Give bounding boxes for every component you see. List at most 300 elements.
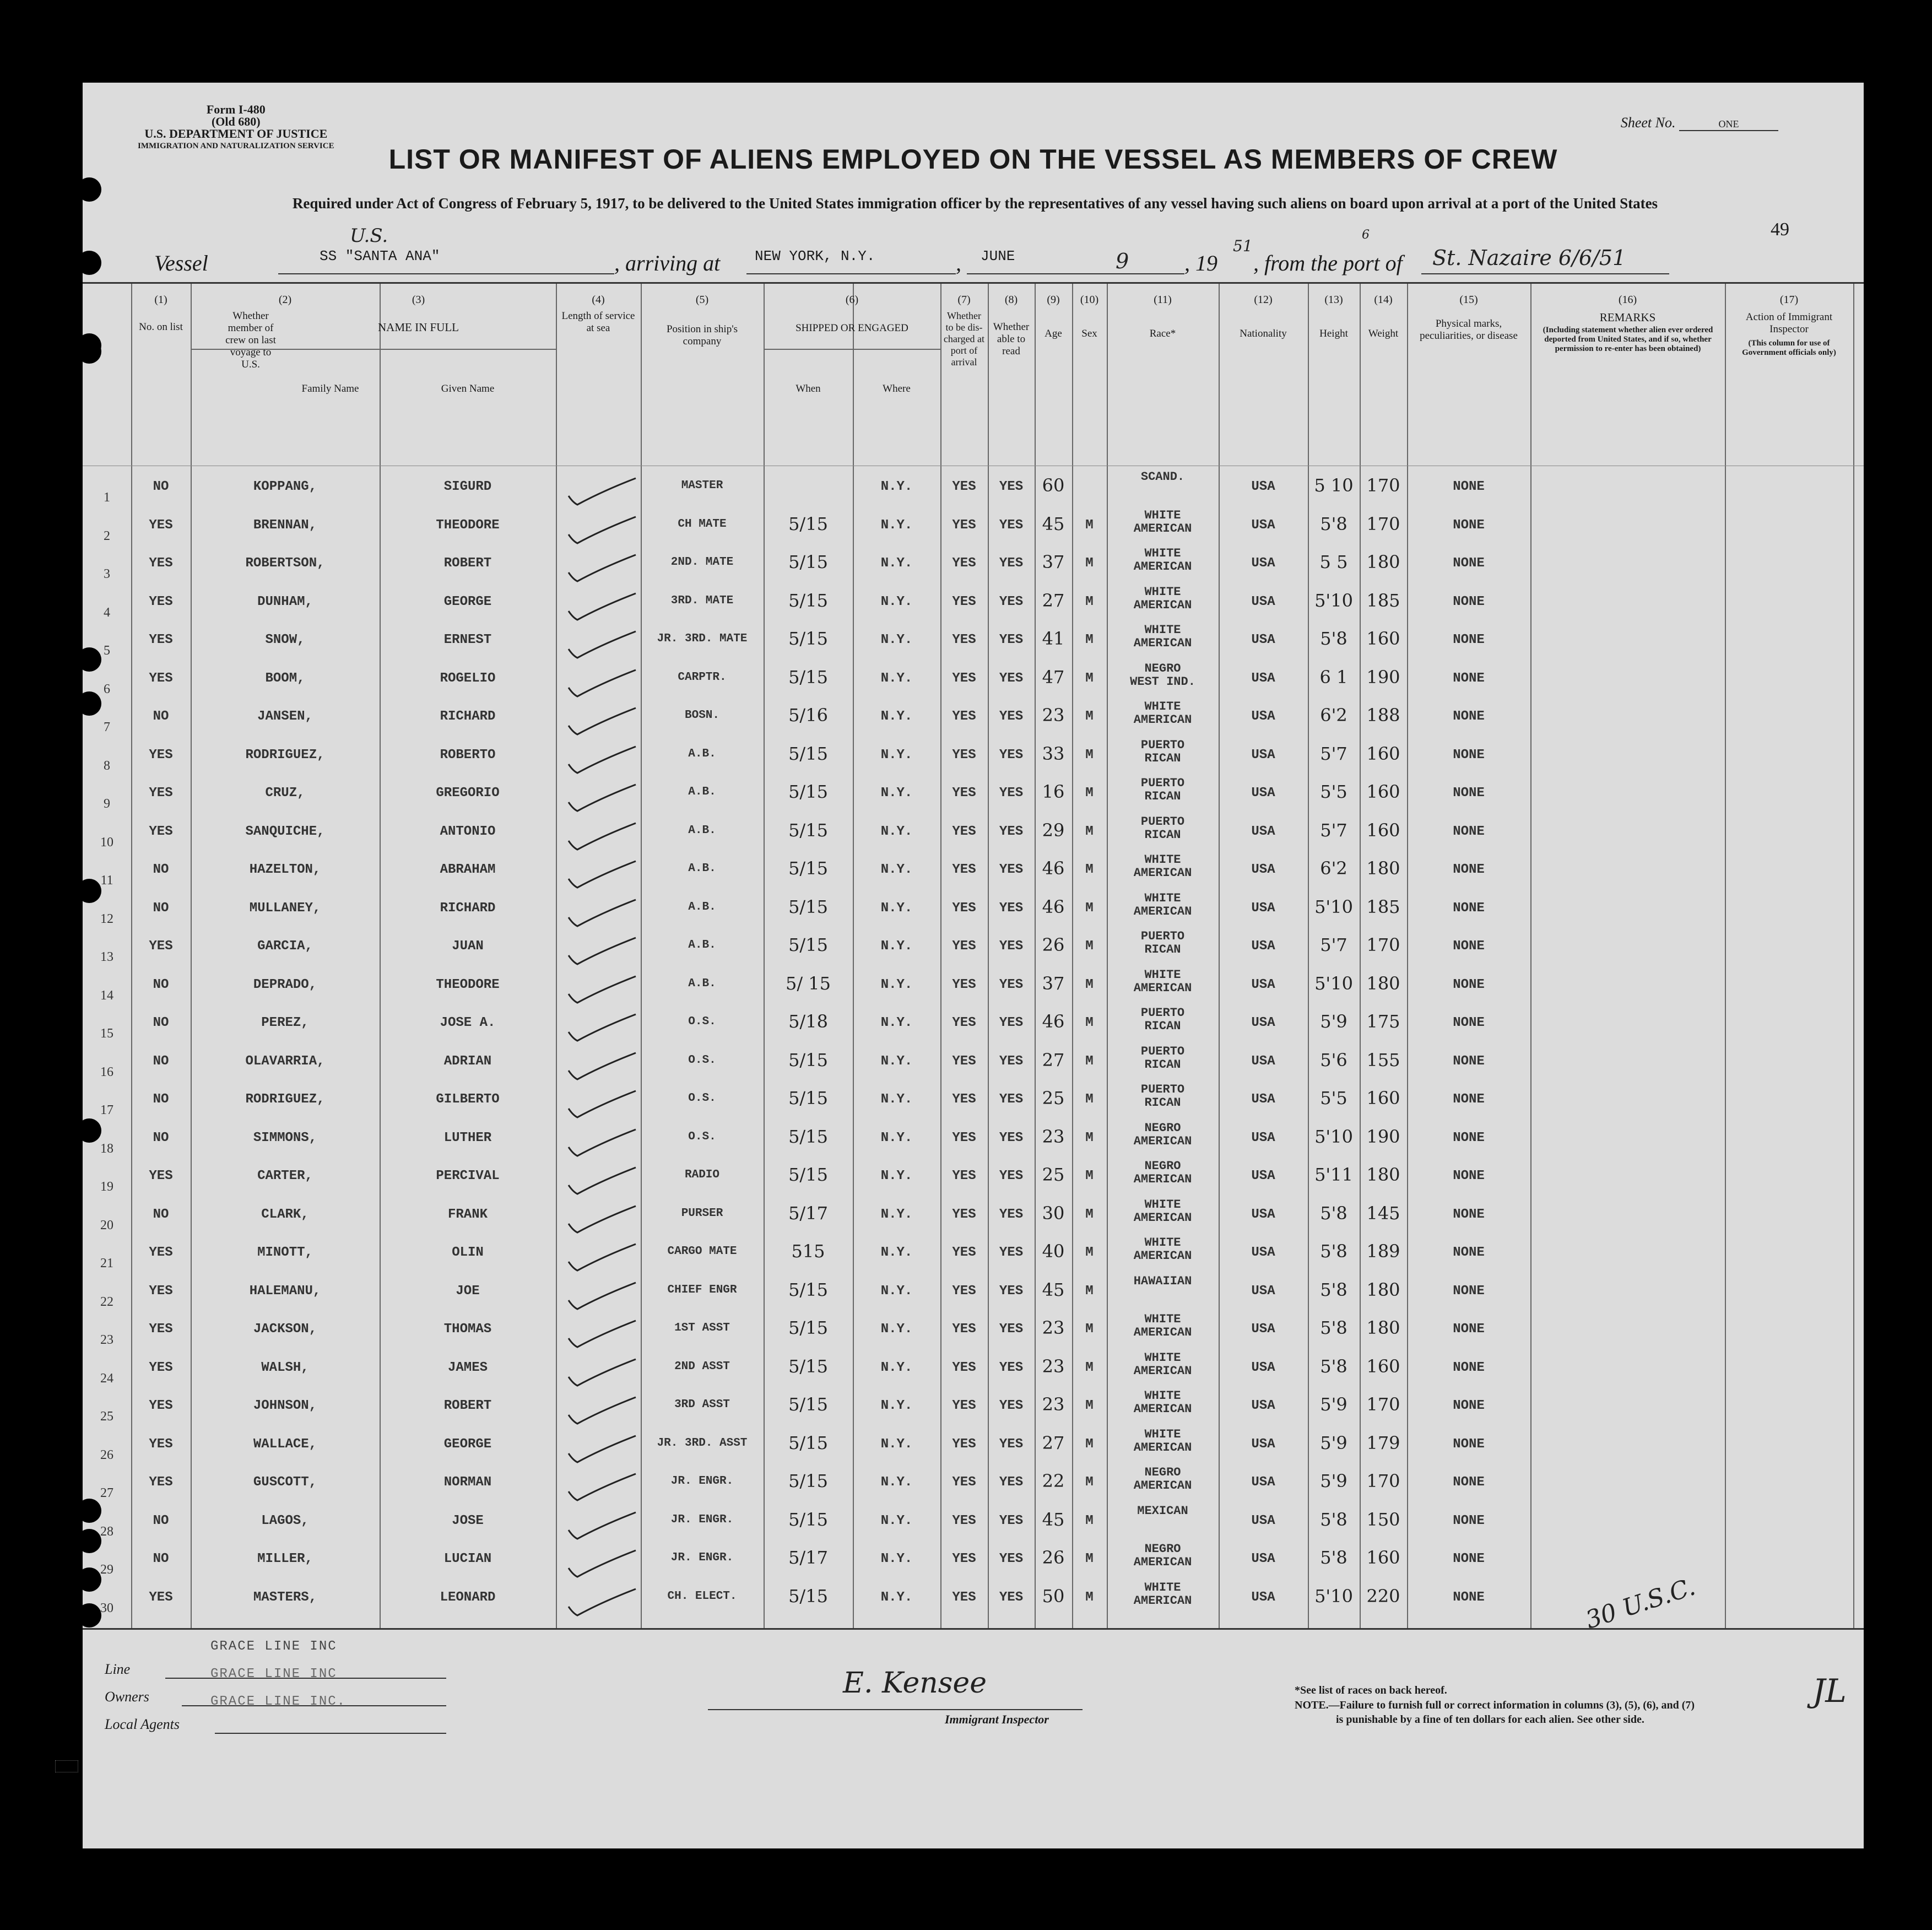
- cell-race-line-2: WEST IND.: [1130, 674, 1195, 689]
- cell-previous-voyage: YES: [149, 632, 173, 647]
- cell-family-name: MINOTT,: [257, 1245, 313, 1260]
- year-prefix: , 19: [1184, 251, 1217, 275]
- cell-race-line-1: WHITE: [1144, 1312, 1181, 1326]
- check-mark-icon: [563, 934, 646, 967]
- cell-physical-marks: NONE: [1453, 977, 1485, 992]
- cell-family-name: JACKSON,: [253, 1322, 317, 1337]
- cell-sex: M: [1085, 1590, 1094, 1605]
- cell-previous-voyage: NO: [153, 900, 169, 916]
- col-9-number: (9): [1047, 294, 1060, 306]
- check-mark-icon: [563, 1509, 646, 1542]
- cell-nationality: USA: [1251, 517, 1275, 533]
- cell-previous-voyage: NO: [153, 479, 169, 494]
- cell-family-name: JANSEN,: [257, 709, 313, 724]
- col-6-header: SHIPPED OR ENGAGED: [795, 322, 908, 334]
- agents-label: Local Agents: [105, 1716, 180, 1732]
- cell-height: 5'7: [1320, 743, 1347, 764]
- check-mark-icon: [563, 513, 646, 547]
- cell-age: 23: [1042, 1126, 1065, 1147]
- cell-row-number: 19: [100, 1180, 113, 1194]
- cell-shipped-where: N.Y.: [880, 1053, 913, 1069]
- check-mark-icon: [563, 628, 646, 661]
- cell-race-line-1: PUERTO: [1140, 1006, 1185, 1020]
- cell-nationality: USA: [1251, 1398, 1275, 1413]
- cell-race-line-1: PUERTO: [1140, 738, 1185, 752]
- col-7-number: (7): [957, 294, 971, 306]
- cell-race-line-1: PUERTO: [1140, 929, 1185, 943]
- cell-physical-marks: NONE: [1453, 671, 1485, 686]
- cell-position: A.B.: [688, 939, 716, 952]
- check-mark-icon: [563, 1011, 646, 1044]
- cell-shipped-where: N.Y.: [880, 671, 913, 686]
- cell-race-line-2: SCAND.: [1140, 470, 1185, 484]
- cell-weight: 160: [1366, 781, 1400, 802]
- cell-row-number: 17: [100, 1103, 113, 1117]
- col-11-number: (11): [1154, 294, 1172, 306]
- cell-family-name: CLARK,: [261, 1207, 309, 1222]
- cell-shipped-where: N.Y.: [880, 900, 913, 916]
- cell-nationality: USA: [1251, 786, 1275, 801]
- cell-shipped-where: N.Y.: [880, 479, 913, 494]
- cell-able-to-read: YES: [999, 556, 1024, 571]
- cell-given-name: ROBERT: [443, 1398, 492, 1413]
- cell-discharged: YES: [952, 1053, 976, 1069]
- cell-weight: 170: [1366, 475, 1400, 496]
- footnote-races: *See list of races on back hereof.: [1295, 1684, 1447, 1696]
- cell-sex: M: [1085, 1053, 1094, 1069]
- day-note: 6: [1362, 228, 1370, 242]
- cell-discharged: YES: [952, 1551, 976, 1566]
- printer-mark: [55, 1760, 78, 1772]
- cell-shipped-where: N.Y.: [880, 1475, 913, 1490]
- cell-previous-voyage: YES: [149, 786, 173, 801]
- cell-height: 5'5: [1320, 1088, 1347, 1109]
- cell-race: [1107, 853, 1219, 880]
- cell-row-number: 1: [104, 490, 110, 505]
- cell-physical-marks: NONE: [1453, 1513, 1485, 1528]
- cell-discharged: YES: [952, 517, 976, 533]
- cell-weight: 155: [1366, 1049, 1400, 1071]
- check-mark-icon: [563, 1126, 646, 1159]
- cell-race-line-2: AMERICAN: [1133, 904, 1192, 918]
- cell-race-line-2: RICAN: [1144, 828, 1181, 842]
- cell-physical-marks: NONE: [1453, 1245, 1485, 1260]
- cell-discharged: YES: [952, 900, 976, 916]
- cell-physical-marks: NONE: [1453, 747, 1485, 763]
- cell-race-line-1: PUERTO: [1140, 1044, 1185, 1058]
- cell-age: 33: [1042, 743, 1065, 764]
- check-mark-icon: [563, 1241, 646, 1274]
- arrival-port: NEW YORK, N.Y.: [755, 248, 875, 264]
- cell-weight: 160: [1366, 628, 1400, 649]
- cell-row-number: 14: [100, 988, 113, 1003]
- cell-race-line-2: MEXICAN: [1137, 1504, 1188, 1518]
- cell-race-line-2: AMERICAN: [1133, 1249, 1192, 1263]
- cell-weight: 185: [1366, 590, 1400, 611]
- arrival-year: 51: [1233, 237, 1253, 255]
- cell-previous-voyage: YES: [149, 1169, 173, 1183]
- cell-able-to-read: YES: [999, 1092, 1024, 1107]
- sheet-label: Sheet No.: [1620, 115, 1676, 131]
- cell-sex: M: [1085, 1130, 1094, 1145]
- cell-able-to-read: YES: [999, 1283, 1024, 1299]
- cell-given-name: ABRAHAM: [440, 862, 496, 877]
- check-mark-icon: [563, 590, 646, 623]
- col-9-header: Age: [1045, 328, 1062, 339]
- cell-sex: M: [1085, 977, 1094, 992]
- cell-race: [1107, 1007, 1219, 1033]
- cell-race: [1107, 1351, 1219, 1378]
- cell-race: [1107, 624, 1219, 650]
- cell-race-line-1: WHITE: [1144, 1236, 1181, 1250]
- cell-able-to-read: YES: [999, 786, 1024, 801]
- cell-discharged: YES: [952, 1436, 976, 1452]
- cell-discharged: YES: [952, 1130, 976, 1145]
- cell-race-line-2: RICAN: [1144, 1096, 1181, 1110]
- vessel-name-note: U.S.: [350, 225, 388, 247]
- cell-age: 47: [1042, 666, 1065, 688]
- cell-given-name: ERNEST: [443, 632, 492, 647]
- cell-race: [1107, 1045, 1219, 1072]
- cell-shipped-where: N.Y.: [880, 1207, 913, 1222]
- cell-height: 5'10: [1314, 1126, 1353, 1147]
- cell-nationality: USA: [1251, 632, 1275, 647]
- cell-nationality: USA: [1251, 862, 1275, 877]
- cell-height: 5'8: [1320, 1202, 1347, 1224]
- cell-weight: 180: [1366, 1279, 1400, 1300]
- cell-race-line-2: AMERICAN: [1133, 866, 1192, 880]
- cell-physical-marks: NONE: [1453, 1360, 1485, 1375]
- cell-position: MASTER: [681, 479, 723, 492]
- cell-height: 5'7: [1320, 934, 1347, 955]
- cell-position: 2ND. MATE: [670, 556, 734, 569]
- cell-race: [1107, 739, 1219, 765]
- cell-shipped-when: 5/15: [788, 819, 828, 841]
- line-label: Line: [105, 1661, 131, 1677]
- cell-shipped-where: N.Y.: [880, 632, 913, 647]
- cell-nationality: USA: [1251, 709, 1275, 724]
- cell-family-name: MULLANEY,: [249, 900, 321, 916]
- cell-sex: M: [1085, 671, 1094, 686]
- cell-given-name: GILBERTO: [436, 1092, 500, 1107]
- cell-family-name: SNOW,: [265, 632, 305, 647]
- cell-physical-marks: NONE: [1453, 786, 1485, 801]
- cell-able-to-read: YES: [999, 1513, 1024, 1528]
- cell-row-number: 7: [104, 720, 110, 734]
- cell-previous-voyage: YES: [149, 556, 173, 571]
- cell-race: [1107, 1198, 1219, 1225]
- cell-race-line-2: AMERICAN: [1133, 1593, 1192, 1608]
- col-1-number: (1): [154, 294, 167, 306]
- cell-able-to-read: YES: [999, 1322, 1024, 1337]
- cell-race-line-1: WHITE: [1144, 585, 1181, 599]
- cell-race-line-1: WHITE: [1144, 1389, 1181, 1403]
- cell-age: 40: [1042, 1241, 1065, 1262]
- cell-race-line-2: AMERICAN: [1133, 1210, 1192, 1225]
- cell-height: 5'5: [1320, 781, 1347, 802]
- cell-able-to-read: YES: [999, 1360, 1024, 1375]
- cell-shipped-where: N.Y.: [880, 1322, 913, 1337]
- cell-height: 6 1: [1319, 666, 1348, 688]
- vessel-line: Vessel U.S. SS "SANTA ANA" , arriving at NEW YORK, N.Y. , JUNE 9 , 19 51 6 , from the port of St. Nazaire 6/6/51: [154, 246, 1834, 279]
- cell-able-to-read: YES: [999, 1245, 1024, 1260]
- cell-row-number: 13: [100, 950, 113, 964]
- cell-race-line-2: RICAN: [1144, 1057, 1181, 1072]
- col-2-header: Whether member of crew on last voyage to U.S.: [225, 310, 276, 370]
- cell-previous-voyage: NO: [153, 1551, 169, 1566]
- cell-shipped-where: N.Y.: [880, 1360, 913, 1375]
- cell-able-to-read: YES: [999, 632, 1024, 647]
- cell-sex: M: [1085, 517, 1094, 533]
- cell-height: 5'7: [1320, 819, 1347, 841]
- cell-row-number: 23: [100, 1333, 113, 1347]
- cell-position: A.B.: [688, 824, 716, 837]
- cell-sex: M: [1085, 939, 1094, 954]
- check-mark-icon: [563, 705, 646, 738]
- cell-position: A.B.: [688, 862, 716, 875]
- cell-race-line-2: AMERICAN: [1133, 1402, 1192, 1416]
- arrival-month: JUNE: [981, 248, 1015, 264]
- col-15-number: (15): [1459, 294, 1478, 306]
- cell-row-number: 8: [104, 758, 110, 773]
- cell-weight: 170: [1366, 934, 1400, 955]
- cell-previous-voyage: YES: [149, 594, 173, 609]
- cell-shipped-where: N.Y.: [880, 517, 913, 533]
- cell-row-number: 24: [100, 1371, 113, 1386]
- cell-age: 26: [1042, 1547, 1065, 1568]
- cell-family-name: DUNHAM,: [257, 594, 313, 609]
- cell-discharged: YES: [952, 632, 976, 647]
- cell-physical-marks: NONE: [1453, 1590, 1485, 1605]
- cell-position: O.S.: [688, 1130, 716, 1143]
- cell-previous-voyage: NO: [153, 977, 169, 992]
- cell-age: 37: [1042, 552, 1065, 572]
- cell-shipped-when: 5/15: [788, 1317, 828, 1338]
- cell-family-name: WALSH,: [261, 1360, 309, 1375]
- cell-race: [1107, 1505, 1219, 1518]
- cell-physical-marks: NONE: [1453, 1130, 1485, 1145]
- col-3-family-header: Family Name: [301, 383, 359, 394]
- col-6-when-header: When: [795, 383, 821, 394]
- cell-height: 5 10: [1314, 475, 1354, 496]
- cell-weight: 170: [1366, 1471, 1400, 1491]
- cell-physical-marks: NONE: [1453, 1436, 1485, 1452]
- cell-sex: M: [1085, 1322, 1094, 1337]
- check-mark-icon: [563, 1432, 646, 1466]
- cell-height: 6'2: [1320, 705, 1347, 726]
- col-7-header: Whether to be dis-charged at port of arrival: [943, 310, 985, 367]
- cell-position: JR. ENGR.: [670, 1551, 734, 1564]
- cell-discharged: YES: [952, 594, 976, 609]
- check-mark-icon: [563, 743, 646, 776]
- cell-shipped-when: 5/15: [788, 781, 828, 802]
- cell-nationality: USA: [1251, 1207, 1275, 1222]
- cell-age: 41: [1042, 628, 1065, 649]
- cell-shipped-when: 5/15: [788, 1394, 828, 1415]
- cell-sex: M: [1085, 1169, 1094, 1183]
- cell-previous-voyage: YES: [149, 517, 173, 533]
- cell-race-line-2: AMERICAN: [1133, 636, 1192, 650]
- cell-position: CH. ELECT.: [667, 1590, 737, 1603]
- inspector-label: Immigrant Inspector: [945, 1712, 1049, 1726]
- cell-race-line-2: [1107, 1288, 1219, 1301]
- cell-nationality: USA: [1251, 900, 1275, 916]
- cell-discharged: YES: [952, 1092, 976, 1107]
- cell-height: 5'6: [1320, 1049, 1347, 1071]
- cell-given-name: JOSE A.: [440, 1015, 496, 1030]
- cell-shipped-when: 5/15: [788, 666, 828, 688]
- cell-race: [1107, 1275, 1219, 1301]
- cell-able-to-read: YES: [999, 1436, 1024, 1452]
- col-5-header: Position in ship's company: [666, 323, 738, 347]
- cell-age: 23: [1042, 1317, 1065, 1338]
- check-mark-icon: [563, 820, 646, 853]
- cell-discharged: YES: [952, 862, 976, 877]
- cell-height: 5'9: [1320, 1471, 1347, 1491]
- cell-able-to-read: YES: [999, 1169, 1024, 1183]
- cell-sex: M: [1085, 594, 1094, 609]
- cell-row-number: 2: [104, 528, 110, 543]
- cell-weight: 188: [1366, 705, 1400, 726]
- cell-position: JR. 3RD. ASST: [657, 1436, 748, 1450]
- cell-race: [1107, 547, 1219, 574]
- cell-race: [1107, 1390, 1219, 1416]
- cell-race-line-2: AMERICAN: [1133, 713, 1192, 727]
- cell-nationality: USA: [1251, 1092, 1275, 1107]
- cell-discharged: YES: [952, 786, 976, 801]
- cell-given-name: ROBERTO: [440, 747, 496, 763]
- cell-given-name: ADRIAN: [443, 1053, 492, 1069]
- check-mark-icon: [563, 1547, 646, 1580]
- col-2-number: (2): [278, 294, 292, 306]
- cell-given-name: JOE: [456, 1283, 480, 1299]
- cell-weight: 180: [1366, 1164, 1400, 1185]
- form-old-number: (Old 680): [211, 115, 261, 128]
- cell-position: JR. ENGR.: [670, 1513, 734, 1526]
- cell-nationality: USA: [1251, 939, 1275, 954]
- cell-given-name: GEORGE: [443, 1436, 492, 1452]
- cell-race: [1107, 509, 1219, 536]
- cell-given-name: LUCIAN: [443, 1551, 492, 1566]
- col-11-header: Race*: [1149, 328, 1176, 339]
- col-3-given-header: Given Name: [441, 383, 495, 394]
- cell-age: 29: [1042, 819, 1065, 841]
- cell-given-name: THEODORE: [436, 977, 500, 992]
- cell-height: 5'8: [1320, 1279, 1347, 1300]
- cell-row-number: 6: [104, 682, 110, 696]
- cell-given-name: JUAN: [452, 939, 484, 954]
- cell-position: A.B.: [688, 786, 716, 798]
- cell-nationality: USA: [1251, 1169, 1275, 1183]
- cell-race-line-1: WHITE: [1144, 1197, 1181, 1212]
- form-number: Form I-480: [206, 102, 266, 116]
- cell-row-number: 5: [104, 644, 110, 658]
- cell-age: 46: [1042, 896, 1065, 917]
- cell-shipped-where: N.Y.: [880, 1283, 913, 1299]
- col-13-header: Height: [1319, 328, 1348, 339]
- cell-height: 5'8: [1320, 513, 1347, 534]
- cell-row-number: 20: [100, 1218, 113, 1232]
- check-mark-icon: [563, 1164, 646, 1197]
- cell-race-line-1: NEGRO: [1144, 661, 1181, 675]
- cell-discharged: YES: [952, 1245, 976, 1260]
- cell-row-number: 16: [100, 1064, 113, 1079]
- cell-discharged: YES: [952, 556, 976, 571]
- check-mark-icon: [563, 1356, 646, 1389]
- cell-previous-voyage: NO: [153, 1513, 169, 1528]
- cell-family-name: DEPRADO,: [253, 977, 317, 992]
- cell-weight: 190: [1366, 666, 1400, 688]
- cell-physical-marks: NONE: [1453, 1398, 1485, 1413]
- col-13-number: (13): [1324, 294, 1343, 306]
- vessel-name: SS "SANTA ANA": [320, 248, 440, 264]
- cell-sex: M: [1085, 1015, 1094, 1030]
- cell-nationality: USA: [1251, 1283, 1275, 1299]
- cell-race: [1107, 930, 1219, 956]
- cell-physical-marks: NONE: [1453, 1207, 1485, 1222]
- cell-given-name: ROBERT: [443, 556, 492, 571]
- cell-position: CHIEF ENGR: [667, 1283, 737, 1296]
- cell-physical-marks: NONE: [1453, 1092, 1485, 1107]
- cell-nationality: USA: [1251, 977, 1275, 992]
- cell-physical-marks: NONE: [1453, 517, 1485, 533]
- cell-able-to-read: YES: [999, 824, 1024, 839]
- cell-family-name: HAZELTON,: [249, 862, 321, 877]
- cell-shipped-when: 5/15: [788, 858, 828, 879]
- cell-shipped-where: N.Y.: [880, 977, 913, 992]
- cell-shipped-when: 5/15: [788, 1509, 828, 1530]
- margin-annotation: 30 U.S.C.: [1582, 1572, 1699, 1635]
- cell-discharged: YES: [952, 479, 976, 494]
- cell-family-name: PEREZ,: [261, 1015, 309, 1030]
- cell-height: 6'2: [1320, 858, 1347, 879]
- cell-race: [1107, 1160, 1219, 1186]
- cell-race: [1107, 815, 1219, 842]
- cell-height: 5'9: [1320, 1011, 1347, 1032]
- cell-discharged: YES: [952, 1322, 976, 1337]
- cell-given-name: JAMES: [447, 1360, 488, 1375]
- cell-race-line-1: PUERTO: [1140, 814, 1185, 829]
- cell-nationality: USA: [1251, 1590, 1275, 1605]
- cell-shipped-where: N.Y.: [880, 556, 913, 571]
- cell-position: O.S.: [688, 1015, 716, 1028]
- cell-discharged: YES: [952, 1513, 976, 1528]
- cell-family-name: JOHNSON,: [253, 1398, 317, 1413]
- from-label: , from the port of: [1253, 251, 1403, 275]
- cell-age: 16: [1042, 781, 1065, 802]
- cell-race-line-2: AMERICAN: [1133, 981, 1192, 995]
- cell-previous-voyage: NO: [153, 1130, 169, 1145]
- cell-shipped-when: 5/17: [788, 1202, 828, 1224]
- cell-able-to-read: YES: [999, 1053, 1024, 1069]
- cell-sex: M: [1085, 1245, 1094, 1260]
- cell-row-number: 9: [104, 797, 110, 811]
- cell-sex: M: [1085, 900, 1094, 916]
- cell-race: [1107, 1466, 1219, 1493]
- page-subtitle: Required under Act of Congress of February 5, 1917, to be delivered to the United States immigration officer by the representatives of any vessel having such aliens on board upon arrival at a port of the United States: [292, 195, 1658, 212]
- col-14-header: Weight: [1368, 328, 1399, 339]
- cell-shipped-when: 5/15: [788, 552, 828, 572]
- col-1-header: No. on list: [139, 321, 183, 333]
- check-mark-icon: [563, 973, 646, 1006]
- cell-age: 22: [1042, 1471, 1065, 1491]
- cell-race: [1107, 969, 1219, 995]
- cell-discharged: YES: [952, 939, 976, 954]
- cell-shipped-where: N.Y.: [880, 709, 913, 724]
- cell-physical-marks: NONE: [1453, 1283, 1485, 1299]
- cell-discharged: YES: [952, 709, 976, 724]
- cell-height: 5 5: [1319, 552, 1348, 572]
